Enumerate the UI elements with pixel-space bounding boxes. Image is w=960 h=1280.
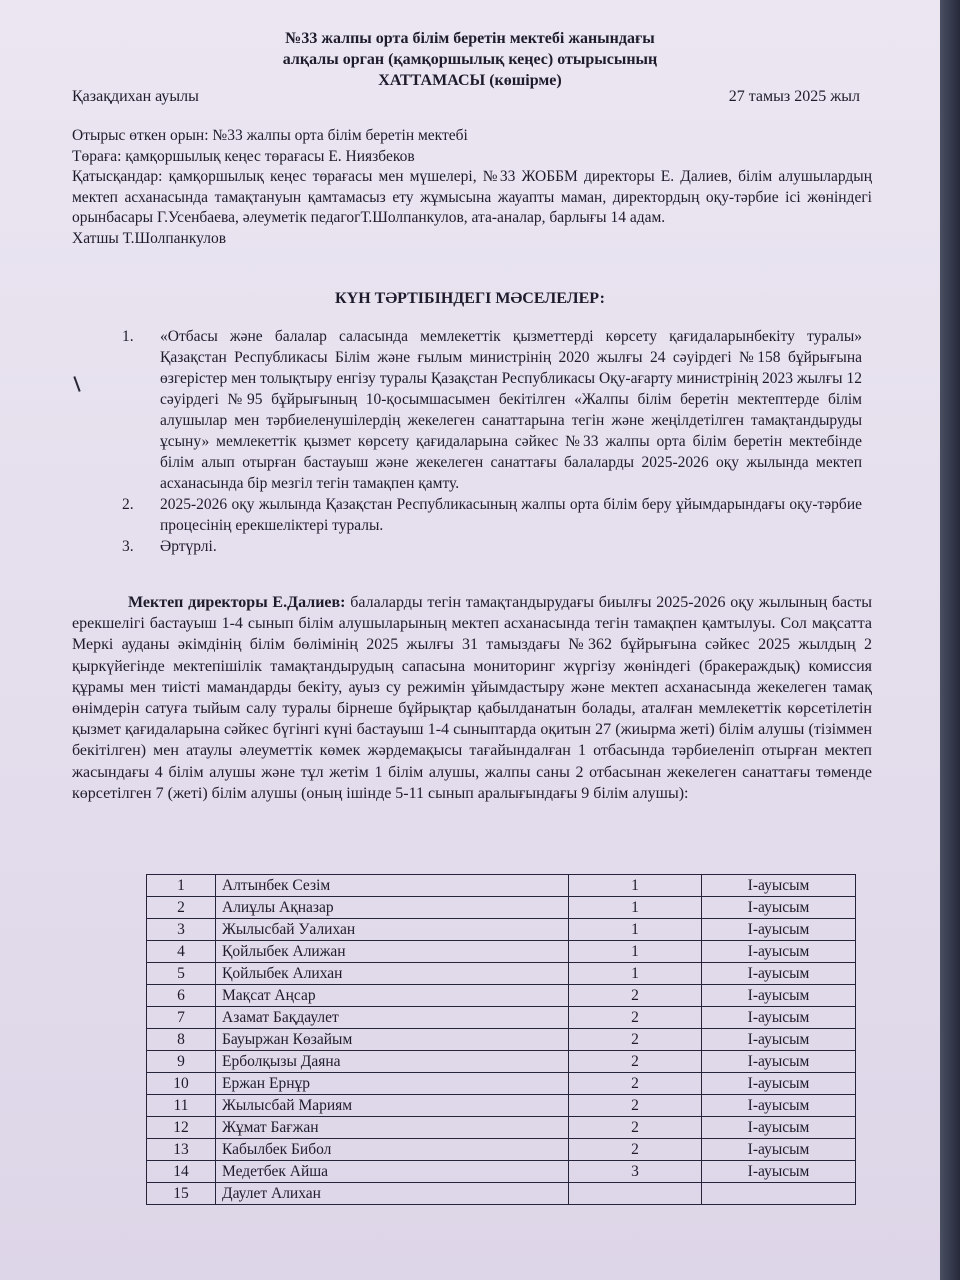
student-shift: І-ауысым xyxy=(702,1139,856,1161)
table-row xyxy=(147,875,856,897)
table-row xyxy=(147,985,856,1007)
student-number: 14 xyxy=(147,1161,216,1183)
table-row xyxy=(147,1095,856,1117)
agenda-item-text: 2025-2026 оқу жылында Қазақстан Республикасының жалпы орта білім беру ұйымдарындағы оқу-тәрбие процесінің ерекшеліктері туралы. xyxy=(160,496,862,534)
student-number: 3 xyxy=(147,919,216,941)
student-number: 1 xyxy=(147,875,216,897)
header-line-1: №33 жалпы орта білім беретін мектебі жанындағы xyxy=(285,30,655,47)
student-shift: І-ауысым xyxy=(702,1161,856,1183)
student-number: 7 xyxy=(147,1007,216,1029)
student-shift: І-ауысым xyxy=(702,1095,856,1117)
student-name: Алтынбек Сезім xyxy=(216,875,569,897)
student-grade: 1 xyxy=(569,941,702,963)
student-number: 11 xyxy=(147,1095,216,1117)
student-name: Медетбек Айша xyxy=(216,1161,569,1183)
student-grade: 2 xyxy=(569,1073,702,1095)
agenda-item xyxy=(122,326,862,494)
student-shift: І-ауысым xyxy=(702,985,856,1007)
table-row xyxy=(147,1183,856,1205)
agenda-title: КҮН ТӘРТІБІНДЕГІ МӘСЕЛЕЛЕР: xyxy=(335,290,605,307)
participants: Қатысқандар: қамқоршылық кеңес төрағасы мен мүшелері, №33 ЖОББМ директоры Е. Далиев, білім алушылардың мектеп асханасында тамақтануын қамтамасыз ету жұмысына жауапты маман, директордың оқу-тәрбие ісі жөніндегі орынбасары Г.Усенбаева, әлеуметік педагогТ.Шолпанкулов, ата-аналар, барлығы 14 адам. xyxy=(72,168,872,226)
student-name: Бауыржан Көзайым xyxy=(216,1029,569,1051)
header-line-2: алқалы орган (қамқоршылық кеңес) отырысының xyxy=(282,51,658,68)
agenda-item-number: 1. xyxy=(122,328,134,345)
student-shift: І-ауысым xyxy=(702,1029,856,1051)
student-name: Жұмат Бағжан xyxy=(216,1117,569,1139)
student-number: 12 xyxy=(147,1117,216,1139)
student-shift: І-ауысым xyxy=(702,897,856,919)
student-grade xyxy=(569,1183,702,1205)
student-name: Ержан Ернұр xyxy=(216,1073,569,1095)
meeting-info xyxy=(72,126,872,249)
student-grade: 1 xyxy=(569,875,702,897)
agenda-item-text: Әртүрлі. xyxy=(160,538,217,555)
student-name: Алиұлы Ақназар xyxy=(216,897,569,919)
student-grade: 2 xyxy=(569,1117,702,1139)
table-row xyxy=(147,897,856,919)
student-shift: І-ауысым xyxy=(702,919,856,941)
student-grade: 2 xyxy=(569,985,702,1007)
student-shift: І-ауысым xyxy=(702,1007,856,1029)
student-number: 2 xyxy=(147,897,216,919)
student-name: Жылысбай Мариям xyxy=(216,1095,569,1117)
student-name: Азамат Бақдаулет xyxy=(216,1007,569,1029)
table-row xyxy=(147,941,856,963)
table-row xyxy=(147,1139,856,1161)
table-row xyxy=(147,1117,856,1139)
secretary: Хатшы Т.Шолпанкулов xyxy=(72,229,227,247)
student-name: Мақсат Аңсар xyxy=(216,985,569,1007)
venue: Отырыс өткен орын: №33 жалпы орта білім беретін мектебі xyxy=(72,127,468,144)
agenda-item xyxy=(122,536,862,557)
student-number: 15 xyxy=(147,1183,216,1205)
student-name: Қойлыбек Алихан xyxy=(216,963,569,985)
student-number: 10 xyxy=(147,1073,216,1095)
student-shift: І-ауысым xyxy=(702,941,856,963)
table-row xyxy=(147,919,856,941)
header-line-3: ХАТТАМАСЫ (көшірме) xyxy=(378,72,562,89)
student-grade: 1 xyxy=(569,919,702,941)
agenda-item-number: 3. xyxy=(122,538,134,555)
student-number: 8 xyxy=(147,1029,216,1051)
student-grade: 2 xyxy=(569,1007,702,1029)
student-shift: І-ауысым xyxy=(702,963,856,985)
agenda-item xyxy=(122,494,862,536)
student-name: Жылысбай Уалихан xyxy=(216,919,569,941)
table-row xyxy=(147,1073,856,1095)
table-row xyxy=(147,1007,856,1029)
student-grade: 3 xyxy=(569,1161,702,1183)
agenda-item-text: «Отбасы және балалар саласында мемлекеттік қызметтерді көрсету қағидаларынбекіту туралы» Қазақстан Республикасы Білім және ғылым министрінің 2020 жылғы 24 сәуірдегі №158 бұйрығына өзгерістер мен толықтыру енгізу туралы Қазақстан Республикасы Оқу-ағарту министрінің 2023 жылғы 12 сәуірдегі №95 бұйрығының 10-қосымшасымен бекітілген «Жалпы білім беретін мектептерде білім алушылар мен тәрбиеленушілердің жекелеген санаттарына тегін және жеңілдетілген тамақтандыруды ұсыну» мемлекеттік қызмет көрсету қағидаларына сәйкес №33 жалпы орта білім беретін мектебінде білім алып отырған бастауыш және жекелеген санаттағы балаларды 2025-2026 оқу жылында мектеп асханасында бір мезгіл тегін тамақпен қамту. xyxy=(160,328,862,492)
pen-mark xyxy=(73,376,80,392)
student-number: 9 xyxy=(147,1051,216,1073)
student-name: Ерболқызы Даяна xyxy=(216,1051,569,1073)
student-number: 6 xyxy=(147,985,216,1007)
student-grade: 2 xyxy=(569,1139,702,1161)
document-header xyxy=(0,28,940,91)
students-table xyxy=(146,874,856,1205)
speech-text: балаларды тегін тамақтандырудағы биылғы 2025-2026 оқу жылының басты ерекшелігі бастауыш 1-4 сынып білім алушыларының мектеп асханасында тегін тамақпен қамтылуы. Сол мақсатта Меркі ауданы әкімдінің білім бөлімінің 2025 жылғы 31 тамыздағы №362 бұйрығына сәйкес 2025 жылдың 2 қыркүйегінде мектепішілік тамақтандырудың сапасына мониторинг жүргізу жөніндегі (бракераждық) комиссия құрамы мен тиісті мамандарды бекіту, ауыз су режимін ұйымдастыру және мектеп асханасында жекелеген тамақ өнімдерін сатуға тыйым салу туралы бірнеше бұйрықтар қабылданатын болады, аталған мемлекеттік көрсетілетін қызмет қағидаларына сәйкес бүгінгі күні бастауыш 1-4 сыныптарда оқитын 27 (жиырма жеті) білім алушы (тізіммен бекітілген) мен атаулы әлеуметтік көмек жәрдемақысы тағайындалған 1 отбасында тәрбиеленіп отырған мектеп жасындағы 4 білім алушы және тұл жетім 1 білім алушы, жалпы саны 2 отбасынан жекелеген санаттағы төменде көрсетілген 7 (жеті) білім алушы (оның ішінде 5-11 сынып аралығындағы 9 білім алушы): xyxy=(72,594,873,802)
student-name: Қойлыбек Алижан xyxy=(216,941,569,963)
director-speech xyxy=(72,592,872,804)
speaker-name: Мектеп директоры Е.Далиев: xyxy=(128,594,346,611)
student-shift: І-ауысым xyxy=(702,1117,856,1139)
table-row xyxy=(147,1029,856,1051)
student-grade: 1 xyxy=(569,963,702,985)
table-row xyxy=(147,1051,856,1073)
student-shift: І-ауысым xyxy=(702,1051,856,1073)
place: Қазақдихан ауылы xyxy=(72,88,199,105)
student-grade: 2 xyxy=(569,1029,702,1051)
student-grade: 2 xyxy=(569,1051,702,1073)
chair: Төраға: қамқоршылық кеңес төрағасы Е. Ниязбеков xyxy=(72,147,415,165)
student-grade: 1 xyxy=(569,897,702,919)
student-number: 5 xyxy=(147,963,216,985)
table-row xyxy=(147,963,856,985)
student-name: Даулет Алихан xyxy=(216,1183,569,1205)
agenda-item-number: 2. xyxy=(122,496,134,513)
table-row xyxy=(147,1161,856,1183)
background-edge xyxy=(940,0,960,1280)
date: 27 тамыз 2025 жыл xyxy=(728,88,860,105)
student-number: 13 xyxy=(147,1139,216,1161)
student-grade: 2 xyxy=(569,1095,702,1117)
student-shift: І-ауысым xyxy=(702,1073,856,1095)
agenda-list xyxy=(122,326,862,557)
student-shift xyxy=(702,1183,856,1205)
student-number: 4 xyxy=(147,941,216,963)
student-shift: І-ауысым xyxy=(702,875,856,897)
student-name: Кабылбек Бибол xyxy=(216,1139,569,1161)
